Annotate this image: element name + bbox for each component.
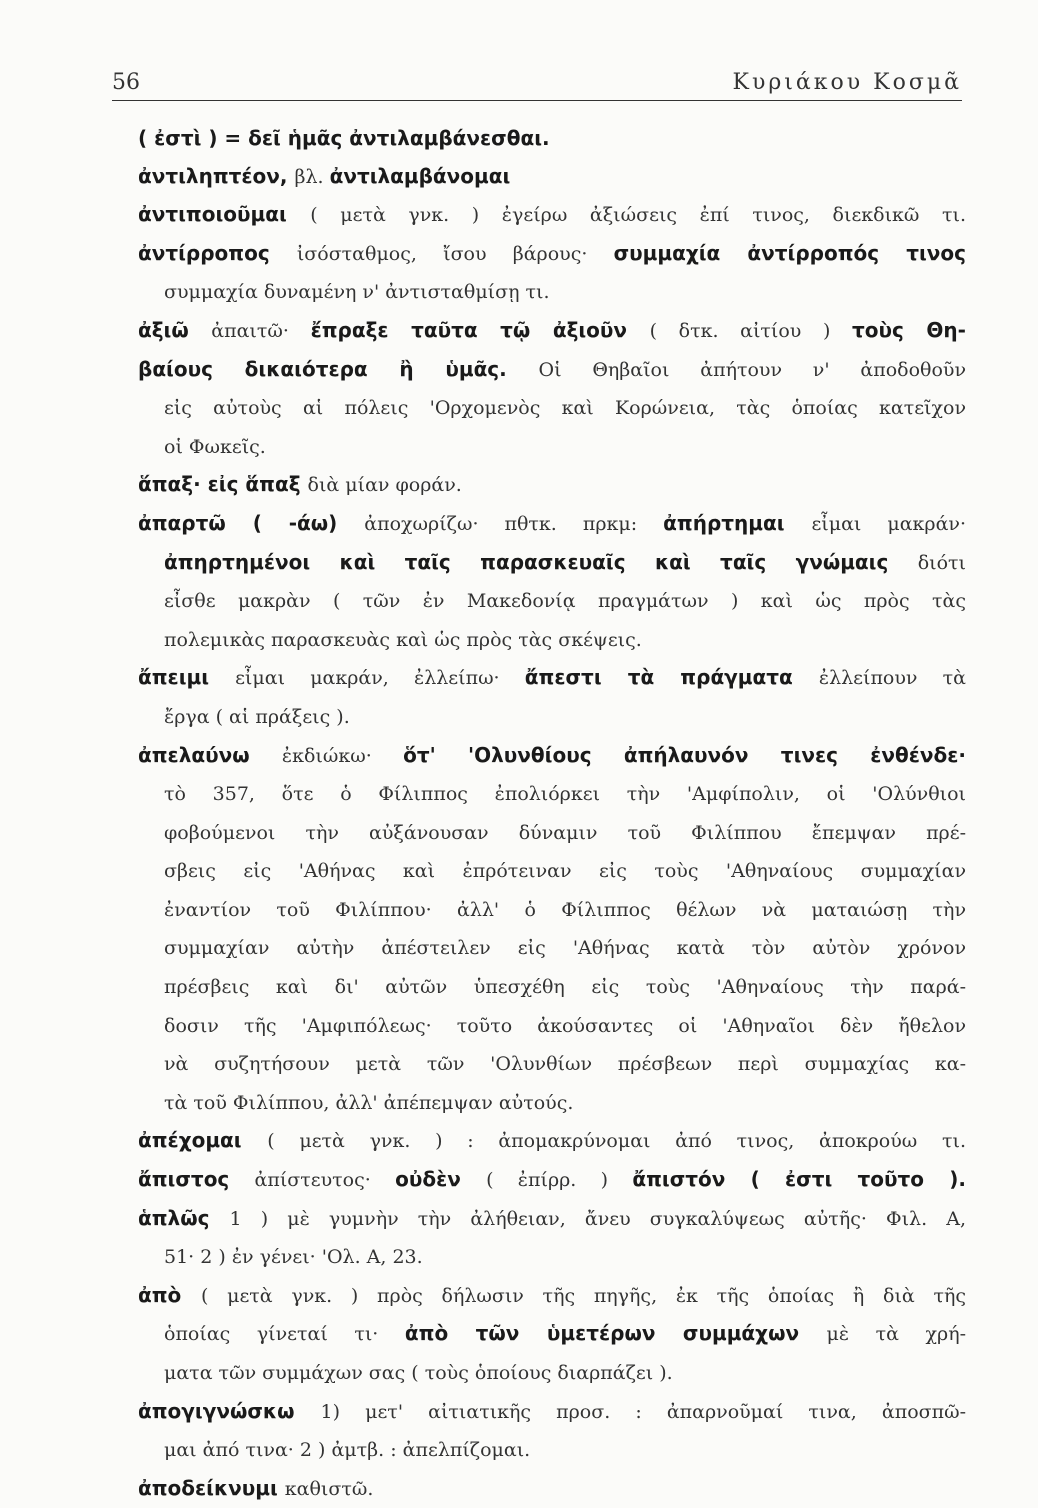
- text-line: [138, 351, 966, 390]
- gloss-text: σβεις εἰς 'Αθήνας καὶ ἐπρότειναν εἰς τοὺς 'Αθηναίους συμμαχίαν: [164, 860, 966, 883]
- gloss-text: τὰ τοῦ Φιλίππου, ἀλλ' ἀπέπεμψαν αὐτούς.: [164, 1091, 574, 1114]
- text-line: [138, 544, 966, 583]
- gloss-text: βλ.: [294, 165, 330, 188]
- gloss-text: πολεμικὰς παρασκευὰς καὶ ὡς πρὸς τὰς σκέψεις.: [164, 628, 642, 651]
- gloss-text: ματα τῶν συμμάχων σας ( τοὺς ὁποίους διαρπάζει ).: [164, 1362, 673, 1384]
- gloss-text: ( μετὰ γνκ. ) πρὸς δήλωσιν τῆς πηγῆς, ἐκ τῆς ὁποίας ἢ διὰ τῆς: [200, 1284, 966, 1307]
- text-line: [138, 1393, 966, 1432]
- text-line: [138, 1045, 966, 1084]
- gloss-text: 1) μετ' αἰτιατικῆς προσ. : ἀπαρνοῦμαί τινα, ἀποσπῶ-: [320, 1400, 966, 1423]
- text-line: [138, 466, 966, 505]
- text-line: [138, 1277, 966, 1316]
- text-line: [138, 659, 966, 698]
- text-line: [138, 814, 966, 853]
- gloss-text: ἀπίστευτος·: [254, 1169, 396, 1192]
- lemma-text: ἔπραξε ταῦτα τῷ ἀξιοῦν: [310, 317, 650, 342]
- lemma-text: ἄπιστος: [138, 1167, 255, 1192]
- gloss-text: ἰσόσταθμος, ἴσου βάρους·: [296, 242, 614, 265]
- gloss-text: πρέσβεις καὶ δι' αὐτῶν ὑπεσχέθη εἰς τοὺς 'Αθηναίους τὴν παρά-: [164, 976, 966, 999]
- gloss-text: καθιστῶ.: [284, 1477, 374, 1500]
- gloss-text: 51· 2 ) ἐν γένει· 'Ολ. Α, 23.: [164, 1246, 423, 1269]
- text-line: [138, 505, 966, 544]
- lemma-text: ἀντίρροπος: [138, 240, 297, 265]
- gloss-text: διότι: [917, 551, 966, 574]
- gloss-text: ( μετὰ γνκ. ) ἐγείρω ἀξιώσεις ἐπί τινος, διεκδικῶ τι.: [310, 204, 967, 227]
- gloss-text: ἔργα ( αἱ πράξεις ).: [164, 705, 350, 728]
- gloss-text: μὲ τὰ χρή-: [826, 1323, 966, 1346]
- text-line: [138, 968, 966, 1007]
- lemma-text: συμμαχία ἀντίρροπός τινος: [613, 240, 967, 265]
- gloss-text: εἰς αὐτοὺς αἱ πόλεις 'Ορχομενὸς καὶ Κορώνεια, τὰς ὁποίας κατεῖχον: [164, 397, 966, 420]
- text-line: [138, 1007, 966, 1046]
- text-line: [138, 1431, 966, 1470]
- text-line: [138, 235, 966, 274]
- gloss-text: Οἱ Θηβαῖοι ἀπήτουν ν' ἀποδοθοῦν: [538, 358, 966, 381]
- text-line: [138, 582, 966, 621]
- text-line: [138, 120, 966, 158]
- text-line: [138, 1161, 966, 1200]
- text-line: [138, 312, 966, 351]
- lemma-text: ἄπιστόν ( ἐστι τοῦτο ).: [632, 1167, 966, 1192]
- gloss-text: ( ἐπίρρ. ): [486, 1169, 633, 1192]
- text-line: [138, 621, 966, 660]
- text-line: [138, 158, 966, 197]
- text-line: [138, 196, 966, 235]
- text-line: [138, 737, 966, 776]
- gloss-text: ἐλλείπουν τὰ: [818, 667, 966, 690]
- lemma-text: τοὺς Θη-: [852, 317, 966, 342]
- gloss-text: οἱ Φωκεῖς.: [164, 435, 266, 458]
- lemma-text: ἀντιληπτέον,: [138, 163, 295, 188]
- lemma-text: ἀπήρτημαι: [663, 510, 812, 535]
- gloss-text: δοσιν τῆς 'Αμφιπόλεως· τοῦτο ἀκούσαντες οἱ 'Αθηναῖοι δὲν ἤθελον: [164, 1014, 966, 1037]
- lemma-text: ἁπλῶς: [138, 1205, 230, 1230]
- text-line: [138, 1470, 966, 1508]
- text-line: [138, 389, 966, 428]
- lemma-text: ἀπέχομαι: [138, 1128, 268, 1153]
- text-line: [138, 1238, 966, 1277]
- lemma-text: ἀντιλαμβάνομαι: [329, 163, 511, 188]
- text-line: [138, 1354, 966, 1393]
- text-line: [138, 891, 966, 930]
- text-line: [138, 852, 966, 891]
- lemma-text: ἀξιῶ: [138, 317, 212, 342]
- lemma-text: ἄπεστι τὰ πράγματα: [524, 665, 819, 690]
- text-line: [138, 698, 966, 737]
- lemma-text: βαίους δικαιότερα ἢ ὑμᾶς.: [138, 356, 539, 381]
- gloss-text: ( μετὰ γνκ. ) : ἀπομακρύνομαι ἀπό τινος, ἀποκρούω τι.: [267, 1130, 966, 1153]
- glossary-body: [138, 120, 966, 1508]
- lemma-text: ἀπηρτημένοι καὶ ταῖς παρασκευαῖς καὶ ταῖς γνώμαις: [164, 549, 918, 574]
- gloss-text: νὰ συζητήσουν μετὰ τῶν 'Ολυνθίων πρέσβεων περὶ συμμαχίας κα-: [164, 1053, 966, 1076]
- gloss-text: ἐναντίον τοῦ Φιλίππου· ἀλλ' ὁ Φίλιππος θέλων νὰ ματαιώσῃ τὴν: [164, 898, 966, 921]
- lemma-text: ἀπογιγνώσκω: [138, 1398, 321, 1423]
- lemma-text: ἀντιποιοῦμαι: [138, 202, 311, 227]
- text-line: [138, 273, 966, 312]
- lemma-text: ἅπαξ· εἰς ἅπαξ: [138, 472, 308, 497]
- gloss-text: ἀποχωρίζω· πθτκ. πρκμ:: [364, 512, 664, 535]
- gloss-text: ὁποίας γίνεταί τι·: [164, 1323, 405, 1346]
- gloss-text: διὰ μίαν φοράν.: [307, 474, 462, 497]
- lemma-text: ἀποδείκνυμι: [138, 1475, 285, 1500]
- gloss-text: ἐκδιώκω·: [281, 744, 404, 767]
- text-line: [138, 1084, 966, 1123]
- gloss-text: 1 ) μὲ γυμνὴν τὴν ἀλήθειαν, ἄνευ συγκαλύψεως αὐτῆς· Φιλ. Α,: [229, 1207, 966, 1230]
- gloss-text: τὸ 357, ὅτε ὁ Φίλιππος ἐπολιόρκει τὴν 'Αμφίπολιν, οἱ 'Ολύνθιοι: [164, 783, 966, 806]
- gloss-text: συμμαχία δυναμένη ν' ἀντισταθμίσῃ τι.: [164, 281, 550, 304]
- lemma-text: ἀπελαύνω: [138, 742, 282, 767]
- gloss-text: συμμαχίαν αὐτὴν ἀπέστειλεν εἰς 'Αθήνας κατὰ τὸν αὐτὸν χρόνον: [164, 937, 966, 960]
- text-line: [138, 428, 966, 467]
- text-line: [138, 1315, 966, 1354]
- gloss-text: εἶμαι μακράν, ἐλλείπω·: [235, 667, 525, 690]
- gloss-text: ( δτκ. αἰτίου ): [649, 319, 853, 342]
- lemma-text: ἀπὸ τῶν ὑμετέρων συμμάχων: [404, 1321, 827, 1346]
- text-line: [138, 1122, 966, 1161]
- lemma-text: ἀπὸ: [138, 1282, 201, 1307]
- text-line: [138, 1200, 966, 1239]
- text-line: [138, 929, 966, 968]
- gloss-text: εἶμαι μακράν·: [811, 512, 967, 535]
- text-line: [138, 775, 966, 814]
- gloss-text: ἀπαιτῶ·: [211, 319, 311, 342]
- page-header: [112, 68, 962, 101]
- gloss-text: φοβούμενοι τὴν αὐξάνουσαν δύναμιν τοῦ Φιλίππου ἔπεμψαν πρέ-: [164, 821, 966, 844]
- gloss-text: εἶσθε μακρὰν ( τῶν ἐν Μακεδονίᾳ πραγμάτων ) καὶ ὡς πρὸς τὰς: [164, 590, 966, 613]
- lemma-text: ἄπειμι: [138, 665, 236, 690]
- running-title: Κυριάκου Κοσμᾶ: [732, 70, 962, 95]
- page-number: 56: [112, 70, 140, 95]
- lemma-text: οὐδὲν: [395, 1167, 487, 1192]
- lemma-text: ἀπαρτῶ ( -άω): [138, 510, 365, 535]
- lemma-text: ὅτ' 'Ολυνθίους ἀπήλαυνόν τινες ἐνθένδε·: [403, 742, 966, 767]
- gloss-text: μαι ἀπό τινα· 2 ) ἀμτβ. : ἀπελπίζομαι.: [164, 1439, 531, 1462]
- lemma-text: ( ἐστὶ ) = δεῖ ἡμᾶς ἀντιλαμβάνεσθαι.: [138, 126, 550, 150]
